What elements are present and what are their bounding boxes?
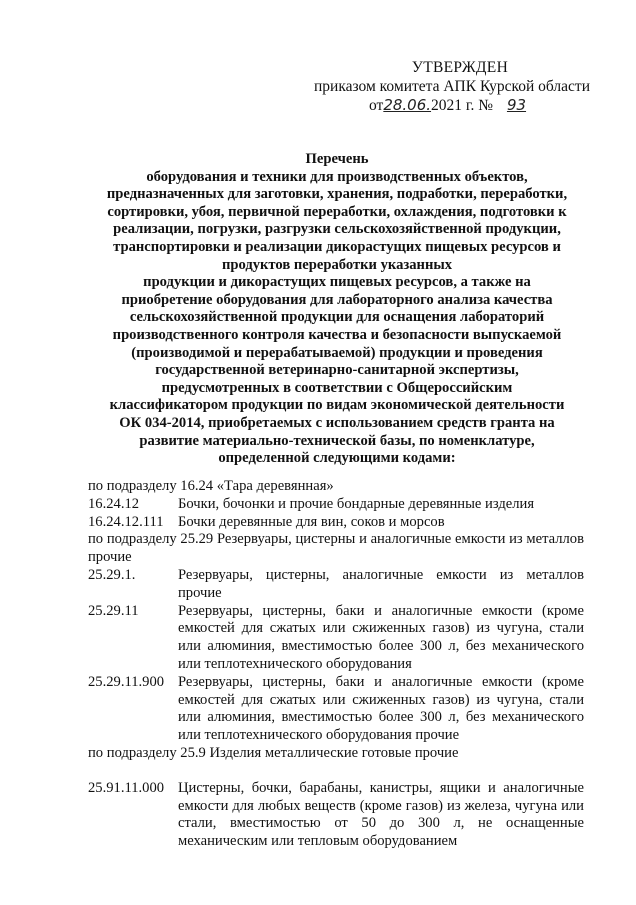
section-title-25-29: по подразделу 25.29 Резервуары, цистерны и аналогичные емкости из металлов прочие (88, 531, 584, 566)
section-title-16-24: по подразделу 16.24 «Тара деревянная» (88, 478, 334, 494)
section-title-25-9: по подразделу 25.9 Изделия металлические готовые прочие (88, 744, 459, 761)
item-description: Бочки, бочонки и прочие бондарные деревянные изделия (178, 495, 535, 512)
approval-title: УТВЕРЖДЕН (411, 59, 509, 76)
code-list (88, 478, 584, 851)
item-description: Резервуары, цистерны, баки и аналогичные емкости (кроме емкостей для сжатых или сжиженных газов) из чугуна, стали или алюминия, вместимостью более 300 л, без механического или теплотехнического оборудования (178, 602, 584, 672)
list-item (88, 674, 584, 745)
heading-line: транспортировки и реализации дикорастущих пищевых ресурсов и (113, 238, 561, 255)
heading-line: сельскохозяйственной продукции для оснащения лабораторий (129, 309, 545, 326)
document-heading (88, 151, 586, 468)
item-code: 16.24.12 (88, 495, 140, 512)
handwritten-date: 28.06. (383, 96, 432, 114)
approval-order-line: приказом комитета АПК Курской области (314, 78, 590, 95)
list-item (88, 514, 584, 532)
heading-line: определенной следующими кодами: (218, 450, 456, 467)
date-prefix: от (369, 97, 384, 114)
list-item (88, 496, 584, 514)
heading-line: государственной ветеринарно-санитарной экспертизы, (155, 362, 519, 379)
heading-line: реализации, погрузки, разгрузки сельскохозяйственной продукции, (113, 221, 561, 238)
date-year: 2021 г. № (431, 97, 494, 114)
item-code: 25.29.1. (88, 566, 136, 583)
heading-line: предусмотренных в соответствии с Общероссийским (161, 379, 513, 396)
approval-date-line (300, 96, 590, 115)
heading-line: оборудования и техники для производственных объектов, (146, 168, 528, 185)
heading-line: ОК 034-2014, приобретаемых с использованием средств гранта на (119, 414, 555, 431)
heading-word: Перечень (305, 151, 369, 167)
heading-line: продуктов переработки указанных (221, 256, 453, 273)
item-description: Бочки деревянные для вин, соков и морсов (178, 513, 445, 530)
item-code: 16.24.12.111 (88, 513, 164, 530)
list-item (88, 780, 584, 851)
item-description: Резервуары, цистерны, аналогичные емкости из металлов прочие (178, 566, 584, 601)
spacer (88, 763, 584, 780)
item-code: 25.91.11.000 (88, 779, 165, 796)
list-item (88, 603, 584, 674)
item-description: Резервуары, цистерны, баки и аналогичные емкости (кроме емкостей для сжатых или сжиженных газов) из чугуна, стали или алюминия, вместимостью более 300 л, без механического или теплотехнического оборудования прочие (178, 673, 584, 744)
heading-line: приобретение оборудования для лабораторного анализа качества (121, 291, 553, 308)
handwritten-order-number: 93 (506, 96, 527, 114)
item-code: 25.29.11.900 (88, 673, 165, 690)
item-code: 25.29.11 (88, 602, 139, 619)
list-item (88, 567, 584, 603)
heading-line: сортировки, убоя, первичной переработки, охлаждения, подготовки к (107, 203, 567, 220)
item-description: Цистерны, бочки, барабаны, канистры, ящики и аналогичные емкости для любых веществ (кроме газов) из железа, чугуна или стали, вместимостью от 50 до 300 л, не оснащенные механическим или тепловым оборудованием (178, 779, 584, 850)
heading-line: классификатором продукции по видам экономической деятельности (109, 397, 565, 414)
heading-line: развитие материально-технической базы, по номенклатуре, (139, 432, 535, 449)
heading-line: производственного контроля качества и безопасности выпускаемой (112, 326, 562, 343)
heading-line: предназначенных для заготовки, хранения, подработки, переработки, (106, 186, 568, 203)
heading-line: (производимой и перерабатываемой) продукции и проведения (131, 344, 543, 361)
approval-stamp (300, 58, 590, 115)
heading-line: продукции и дикорастущих пищевых ресурсов, а также на (143, 274, 531, 291)
